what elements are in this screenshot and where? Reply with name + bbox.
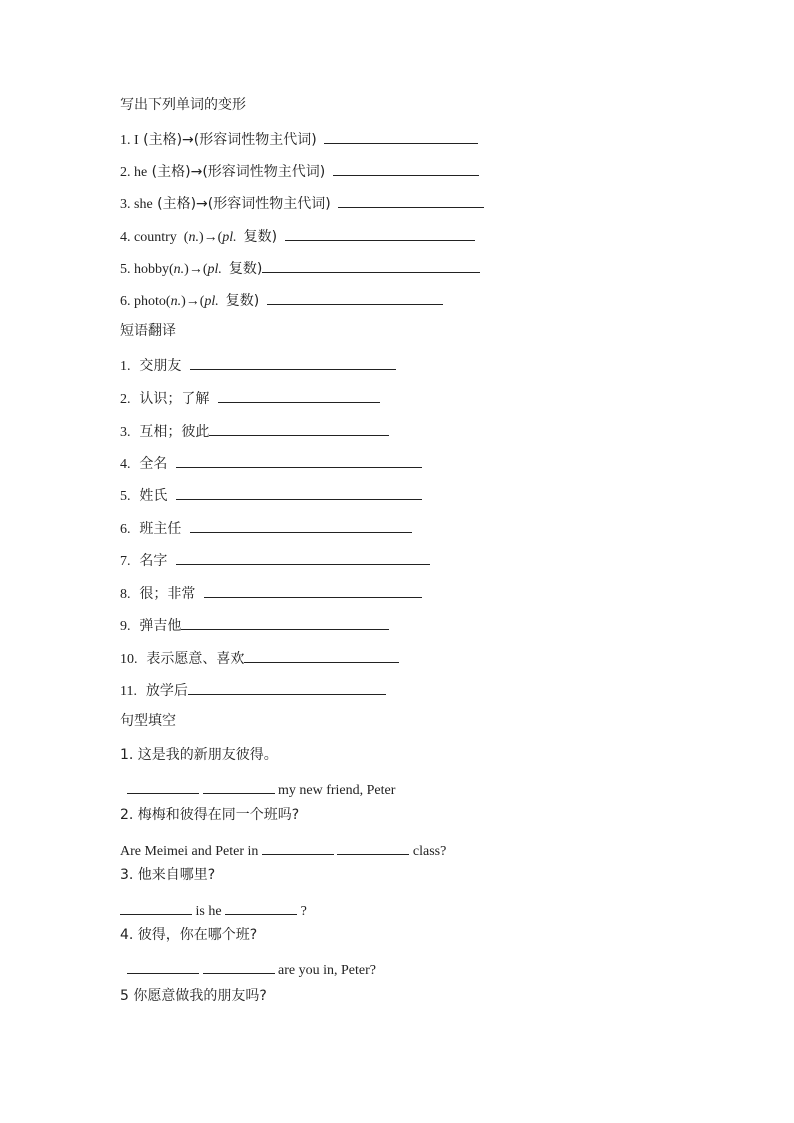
section-heading-sentence-fill: 句型填空 (120, 713, 176, 729)
section-heading-phrase-translation: 短语翻译 (120, 323, 176, 339)
phrase-item-9: 9. 弹吉他 (120, 615, 389, 636)
phrase-item-7: 7. 名字 (120, 550, 430, 571)
answer-blank[interactable] (285, 226, 475, 241)
word-form-item-1: 1. I (主格)→(形容词性物主代词) (120, 129, 478, 150)
phrase-item-11: 11. 放学后 (120, 680, 386, 701)
phrase-item-6: 6. 班主任 (120, 518, 412, 539)
phrase-item-3: 3. 互相；彼此 (120, 421, 389, 442)
answer-blank[interactable] (127, 959, 199, 974)
answer-blank[interactable] (262, 840, 334, 855)
answer-blank[interactable] (120, 900, 192, 915)
answer-blank[interactable] (267, 290, 443, 305)
answer-blank[interactable] (188, 680, 386, 695)
phrase-item-10: 10. 表示愿意、喜欢 (120, 648, 399, 669)
answer-blank[interactable] (190, 518, 412, 533)
answer-blank[interactable] (324, 129, 478, 144)
phrase-item-5: 5. 姓氏 (120, 485, 422, 506)
answer-blank[interactable] (203, 959, 275, 974)
section-heading-word-forms: 写出下列单词的变形 (120, 97, 246, 113)
phrase-item-2: 2. 认识；了解 (120, 388, 380, 409)
word-form-item-4: 4. country (n.)→(pl. 复数) (120, 226, 475, 247)
word-form-item-5: 5. hobby(n.)→(pl. 复数) (120, 258, 480, 279)
word-form-item-3: 3. she (主格)→(形容词性物主代词) (120, 193, 484, 214)
sentence-answer-3: is he ? (120, 900, 307, 921)
answer-blank[interactable] (190, 355, 396, 370)
answer-blank[interactable] (218, 388, 380, 403)
answer-blank[interactable] (127, 779, 199, 794)
sentence-answer-1: my new friend, Peter (127, 779, 395, 800)
phrase-item-1: 1. 交朋友 (120, 355, 396, 376)
answer-blank[interactable] (204, 583, 422, 598)
sentence-answer-2: Are Meimei and Peter in class? (120, 840, 446, 861)
word-form-item-2: 2. he (主格)→(形容词性物主代词) (120, 161, 479, 182)
phrase-item-4: 4. 全名 (120, 453, 422, 474)
sentence-prompt-1: 1. 这是我的新朋友彼得。 (120, 747, 278, 763)
answer-blank[interactable] (262, 258, 480, 273)
answer-blank[interactable] (181, 615, 389, 630)
sentence-prompt-2: 2. 梅梅和彼得在同一个班吗? (120, 807, 300, 823)
answer-blank[interactable] (209, 421, 389, 436)
answer-blank[interactable] (244, 648, 399, 663)
answer-blank[interactable] (176, 485, 422, 500)
phrase-item-8: 8. 很；非常 (120, 583, 422, 604)
sentence-answer-4: are you in, Peter? (127, 959, 376, 980)
answer-blank[interactable] (203, 779, 275, 794)
answer-blank[interactable] (337, 840, 409, 855)
answer-blank[interactable] (176, 453, 422, 468)
sentence-prompt-3: 3. 他来自哪里? (120, 867, 216, 883)
sentence-prompt-4: 4. 彼得，你在哪个班? (120, 927, 258, 943)
answer-blank[interactable] (338, 193, 484, 208)
answer-blank[interactable] (225, 900, 297, 915)
answer-blank[interactable] (176, 550, 430, 565)
word-form-item-6: 6. photo(n.)→(pl. 复数) (120, 290, 443, 311)
sentence-prompt-5: 5 你愿意做我的朋友吗? (120, 988, 267, 1004)
answer-blank[interactable] (333, 161, 479, 176)
